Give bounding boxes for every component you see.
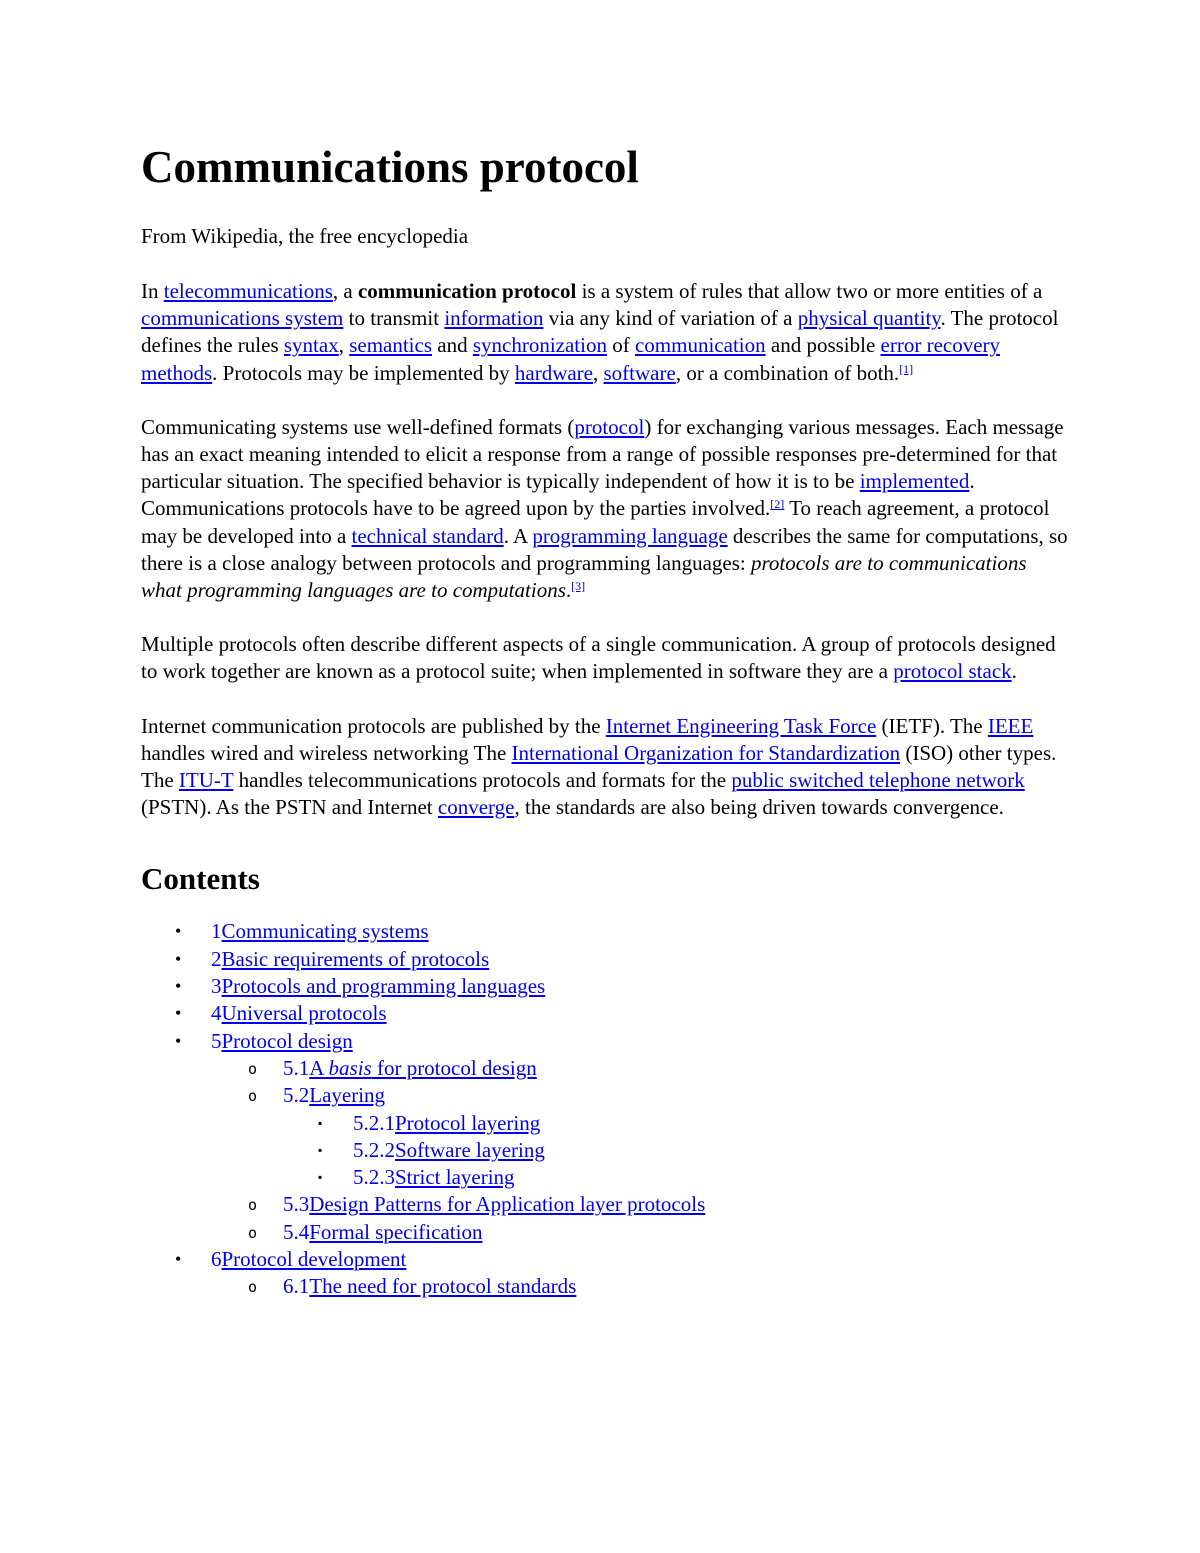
toc-number: 5.2 [283,1083,310,1108]
toc-item[interactable] [141,1246,1071,1273]
text: , or a combination of both. [675,360,900,385]
text: , the standards are also being driven towards convergence. [514,795,1004,820]
text: , a [332,279,358,303]
link-syntax[interactable]: syntax [283,333,339,358]
link-error-recovery-methods[interactable]: error recovery methods [141,333,1001,385]
page-title: Communications protocol [141,142,639,192]
text: (PSTN). As the PSTN and Internet [141,795,438,820]
text: Multiple protocols often describe different aspects of a single communication. A group of protocols designed to work together are known as a protocol suite; when implemented in software they are a [141,632,1056,684]
reference-3[interactable]: [3] [571,579,586,594]
link-communication[interactable]: communication [634,333,766,358]
link-ieee[interactable]: IEEE [987,713,1034,738]
circle-bullet-icon: o [248,1087,258,1106]
text: To reach agreement, a protocol may be developed into a [141,496,1050,548]
link-semantics[interactable]: semantics [349,333,433,358]
link-implemented[interactable]: implemented [859,469,970,494]
text: handles telecommunications protocols and formats for the [233,768,732,793]
toc-link[interactable]: Formal specification [309,1219,483,1244]
link-telecommunications[interactable]: telecommunications [163,279,333,303]
toc-link[interactable]: A basis for protocol design [309,1055,537,1080]
toc-item[interactable] [141,1273,1071,1300]
text: , [338,333,350,358]
text: . The protocol defines the rules [141,306,1059,358]
toc-number: 5.4 [283,1219,310,1244]
link-physical-quantity[interactable]: physical quantity [797,306,941,331]
circle-bullet-icon: o [248,1223,258,1242]
toc-link[interactable]: Strict layering [395,1165,515,1190]
toc-number: 5.1 [283,1055,310,1080]
toc-number: 4 [211,1001,222,1026]
link-converge[interactable]: converge [437,795,515,820]
text: and [432,333,473,358]
link-protocol-stack[interactable]: protocol stack [893,659,1012,684]
text: Communicating systems use well-defined formats ( [141,414,575,439]
square-bullet-icon: ▪ [318,1115,323,1130]
toc-number: 6.1 [283,1274,310,1299]
toc-link[interactable]: Universal protocols [221,1001,387,1026]
toc-link[interactable]: Protocol design [221,1028,353,1053]
text: . [565,578,572,603]
article [141,140,1071,1301]
text: (IETF). The [876,713,988,738]
reference-2[interactable]: [2] [770,497,785,512]
toc-item[interactable] [141,918,1071,945]
link-iso[interactable]: International Organization for Standardization [511,740,901,765]
contents-heading: Contents [141,861,260,897]
link-ietf[interactable]: Internet Engineering Task Force [605,713,877,738]
paragraph-protocol-suite [141,631,1071,685]
toc-item[interactable] [141,946,1071,973]
reference-1[interactable]: [1] [899,361,914,376]
toc-link[interactable]: Protocol layering [395,1110,541,1135]
text: . A [503,523,533,548]
text: to transmit [343,306,445,331]
toc-number: 3 [211,974,222,999]
toc-item[interactable] [141,1082,1071,1109]
paragraph-internet-protocols [141,713,1071,822]
bullet-icon: • [175,1030,182,1051]
italic-quote: protocols are to communications what programming languages are to computations [141,550,1027,603]
circle-bullet-icon: o [248,1059,258,1078]
toc-link[interactable]: The need for protocol standards [309,1274,577,1299]
toc-item[interactable] [141,1164,1071,1191]
toc-number: 6 [211,1247,222,1272]
link-protocol[interactable]: protocol [574,414,645,439]
bullet-icon: • [175,1003,182,1024]
toc-item[interactable] [141,1000,1071,1027]
toc-item[interactable] [141,1110,1071,1137]
link-communications-system[interactable]: communications system [141,306,344,331]
toc-link[interactable]: Basic requirements of protocols [221,946,490,971]
bullet-icon: • [175,976,182,997]
link-information[interactable]: information [444,306,544,331]
bullet-icon: • [175,921,182,942]
link-pstn[interactable]: public switched telephone network [731,768,1025,793]
text: is a system of rules that allow two or more entities of a [576,279,1043,303]
toc-item[interactable] [141,1219,1071,1246]
toc-item[interactable] [141,1028,1071,1055]
toc-link[interactable]: Protocols and programming languages [221,974,546,999]
link-programming-language[interactable]: programming language [532,523,728,548]
link-synchronization[interactable]: synchronization [472,333,607,358]
toc-number: 1 [211,919,222,944]
paragraph-intro [141,278,1071,387]
text: via any kind of variation of a [543,306,798,331]
square-bullet-icon: ▪ [318,1142,323,1157]
toc-link[interactable]: Software layering [395,1137,545,1162]
toc-number: 5 [211,1028,222,1053]
text: In [141,279,164,303]
toc-number: 5.2.3 [353,1165,395,1190]
text: ) for exchanging various messages. Each message has an exact meaning intended to elicit a response from a range of possible responses pre-determined for that particular situation. The specified behavior is typically independent of how it is to be [141,414,1064,494]
toc-link[interactable]: Layering [309,1083,386,1108]
link-technical-standard[interactable]: technical standard [351,523,504,548]
toc-link[interactable]: Design Patterns for Application layer protocols [309,1192,706,1217]
toc-number: 5.3 [283,1192,310,1217]
toc-number: 2 [211,946,222,971]
toc-item[interactable] [141,1137,1071,1164]
link-itu-t[interactable]: ITU-T [178,768,234,793]
toc-number: 5.2.2 [353,1137,395,1162]
toc-number: 5.2.1 [353,1110,395,1135]
square-bullet-icon: ▪ [318,1170,323,1185]
text: . Communications protocols have to be agreed upon by the parties involved. [141,469,975,521]
toc-link[interactable]: Communicating systems [221,919,429,944]
text: handles wired and wireless networking The [141,740,512,765]
text: of [606,333,635,358]
subtitle: From Wikipedia, the free encyclopedia [141,224,469,248]
text: . [1011,659,1017,684]
text: and possible [765,333,881,358]
bullet-icon: • [175,1249,182,1270]
toc-link[interactable]: Protocol development [221,1247,407,1272]
link-hardware[interactable]: hardware [514,360,593,385]
toc-item[interactable] [141,973,1071,1000]
table-of-contents [141,918,1071,1300]
text: Internet communication protocols are published by the [141,713,606,738]
text: . Protocols may be implemented by [212,360,515,385]
circle-bullet-icon: o [248,1196,258,1215]
text: (ISO) other types. The [141,740,1057,793]
bullet-icon: • [175,948,182,969]
toc-item[interactable] [141,1055,1071,1082]
bold-term: communication protocol [357,279,577,303]
paragraph-communicating-systems [141,414,1071,604]
toc-item[interactable] [141,1191,1071,1218]
link-software[interactable]: software [603,360,676,385]
text: describes the same for computations, so there is a close analogy between protocols and programming languages: [141,523,1068,575]
circle-bullet-icon: o [248,1278,258,1297]
text: , [593,360,604,385]
